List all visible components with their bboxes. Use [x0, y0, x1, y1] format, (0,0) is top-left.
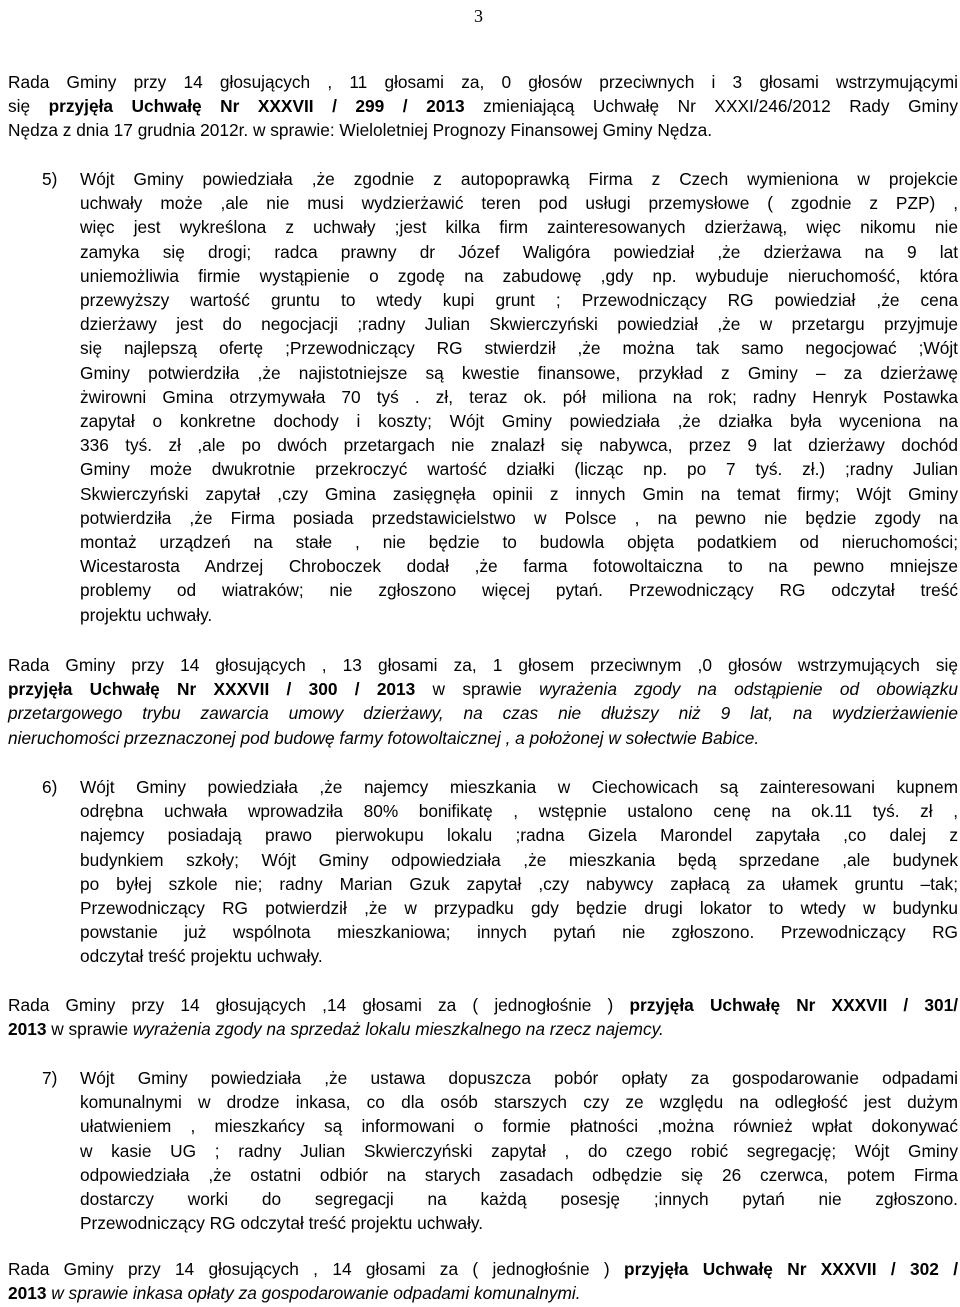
text-line: więc jest wykreślona z uchwały ;jest kilka firm zainteresowanych dzierżawą, więc nikomu nie [80, 217, 958, 238]
text-line: 2013 w sprawie wyrażenia zgody na sprzedaż lokalu mieszkalnego na rzecz najemcy. [8, 1019, 664, 1040]
text-line: odczytał treść projektu uchwały. [80, 946, 323, 967]
agenda-item-5 [42, 167, 958, 627]
resolution-number: przyjęła Uchwałę Nr XXXVII / 300 / 2013 [8, 679, 416, 700]
text-line: Nędza z dnia 17 grudnia 2012r. w sprawie: Wieloletniej Prognozy Finansowej Gminy Nędza. [8, 120, 713, 141]
text-line: Rada Gminy przy 14 głosujących , 11 głosami za, 0 głosów przeciwnych i 3 głosami wstrzymującymi [8, 72, 958, 92]
text-line: Gminy potwierdziła ,że najistotniejsze są kwestie finansowe, przykład z Gminy – za dzierżawę [80, 362, 958, 383]
agenda-item-7 [42, 1066, 958, 1235]
text-line: Rada Gminy przy 14 głosujących , 13 głosami za, 1 głosem przeciwnym ,0 głosów wstrzymujących się [8, 655, 958, 675]
item-number: 6) [42, 777, 58, 797]
vote-paragraph-3 [8, 993, 958, 1041]
text-line: przewyższy wartość gruntu to wtedy kupi grunt ; Przewodniczący RG powiedział ,że cena [80, 290, 958, 311]
text-line: Przewodniczący RG odczytał treść projektu uchwały. [80, 1213, 484, 1234]
text-line: budynkiem szkoły; Wójt Gminy odpowiedziała ,że mieszkania będą sprzedane ,ale budynek [80, 849, 958, 870]
text-line: komunalnymi w drodze inkasa, co dla osób starszych czy ze względu na odległość jest dużym [80, 1092, 958, 1113]
text-line: Wójt Gminy powiedziała ,że zgodnie z autopoprawką Firma z Czech wymieniona w projekcie [80, 169, 958, 189]
text-line: Rada Gminy przy 14 głosujących , 14 głosami za ( jednogłośnie ) przyjęła Uchwałę Nr XXXVII / 302 / [8, 1259, 958, 1279]
text-line: przyjęła Uchwałę Nr XXXVII / 300 / 2013 w sprawie wyrażenia zgody na odstąpienie od obowiązku [8, 679, 958, 700]
text-line: dostarczy worki do segregacji na każdą posesję ;innych pytań nie zgłoszono. [80, 1189, 958, 1210]
text-line: Wójt Gminy powiedziała ,że najemcy mieszkania w Ciechowicach są zainteresowani kupnem [80, 777, 958, 797]
text-line: montaż urządzeń na stałe , nie będzie to budowla objęta podatkiem od nieruchomości; [80, 532, 958, 553]
resolution-number: przyjęła Uchwałę Nr XXXVII / 302 / [624, 1259, 958, 1279]
text-line: żwirowni Gmina otrzymywała 70 tyś . zł, teraz ok. pół miliona na rok; radny Henryk Postawka [80, 386, 958, 407]
text-line: odpowiedziała ,że ostatni odbiór na starych zasadach odbędzie się 26 czerwca, potem Firma [80, 1164, 958, 1185]
item-number: 5) [42, 169, 58, 189]
text-line: Rada Gminy przy 14 głosujących ,14 głosami za ( jednogłośnie ) przyjęła Uchwałę Nr XXXVII / 301/ [8, 995, 959, 1015]
resolution-number: przyjęła Uchwałę Nr XXXVII / 301/ [629, 995, 959, 1015]
text-line: nieruchomości przeznaczonej pod budowę farmy fotowoltaicznej , a położonej w sołectwie Babice. [8, 727, 760, 748]
text-line: Skwierczyński zapytał ,czy Gmina zasięgnęła opinii z innych Gmin na temat firmy; Wójt Gminy [80, 483, 958, 504]
text-line: uniemożliwia firmie wystąpienie o zgodę na zabudowę ,gdy np. wybuduje nieruchomość, która [80, 265, 958, 286]
text-line: Wicestarosta Andrzej Chroboczek dodał ,że farma fotowoltaiczna to na pewno mniejsze [80, 556, 958, 577]
agenda-item-6 [42, 775, 958, 969]
text-line: dzierżawy jest do negocjacji ;radny Julian Skwierczyński powiedział ,że w przetargu przyjmuje [80, 314, 958, 335]
vote-paragraph-2 [8, 653, 958, 750]
text-line: ułatwieniem , mieszkańcy są informowani o formie płatności ,można również wpłat dokonywać [80, 1116, 958, 1137]
text-line: po byłej szkole nie; radny Marian Gzuk zapytał ,czy nabywcy zapłacą za ułamek gruntu –tak; [80, 873, 958, 894]
text-line: przetargowego trybu zawarcia umowy dzierżawy, na czas nie dłuższy niż 9 lat, na wydzierżawienie [8, 703, 958, 724]
text-line: odrębna uchwała wprowadziła 80% bonifikatę , wstępnie ustalono cenę na ok.11 tyś. zł , [80, 801, 958, 822]
text-line: zamyka się drogi; radca prawny dr Józef Waligóra powiedział ,że dzierżawa na 9 lat [80, 241, 958, 262]
text-line: Przewodniczący RG potwierdził ,że w przypadku gdy będzie drugi lokator to wtedy w budynku [80, 898, 958, 919]
text-line: najemcy posiadają prawo pierwokupu lokalu ;radna Gizela Marondel zapytała ,co dalej z [80, 825, 958, 846]
vote-paragraph-4 [8, 1257, 958, 1305]
vote-paragraph-1 [8, 70, 958, 143]
item-body [80, 167, 958, 627]
text-line: się przyjęła Uchwałę Nr XXXVII / 299 / 2013 zmieniającą Uchwałę Nr XXXI/246/2012 Rady Gminy [8, 96, 958, 117]
text-line: Gminy może dwukrotnie przekroczyć wartość działki (licząc np. po 7 tyś. zł.) ;radny Julian [80, 459, 958, 480]
item-number: 7) [42, 1068, 58, 1088]
text-line: powstanie już wspólnota mieszkaniowa; innych pytań nie zgłoszono. Przewodniczący RG [80, 922, 958, 943]
text-line: 2013 w sprawie inkasa opłaty za gospodarowanie odpadami komunalnymi. [8, 1283, 581, 1304]
text-line: zapytał o konkretne dochody i koszty; Wójt Gminy powiedziała ,że działka była wyceniona na [80, 411, 958, 432]
text-line: problemy od wiatraków; nie zgłoszono więcej pytań. Przewodniczący RG odczytał treść [80, 580, 958, 601]
text-line: uchwały może ,ale nie musi wydzierżawić teren pod usługi przemysłowe ( zgodnie z PZP) , [80, 193, 958, 214]
text-line: Wójt Gminy powiedziała ,że ustawa dopuszcza pobór opłaty za gospodarowanie odpadami [80, 1068, 958, 1088]
text-line: potwierdziła ,że Firma posiada przedstawicielstwo w Polsce , na pewno nie będzie zgody na [80, 507, 958, 528]
item-body [80, 1066, 958, 1235]
text-line: w kasie UG ; radny Julian Skwierczyński zapytał , do czego robić segregację; Wójt Gminy [80, 1140, 958, 1161]
text-line: 336 tyś. zł ,ale po dwóch przetargach nie znalazł się nabywca, przez 9 lat dzierżawy dochód [80, 435, 958, 456]
text-line: się najlepszą ofertę ;Przewodniczący RG stwierdził ,że można tak samo negocjować ;Wójt [80, 338, 958, 359]
page-number: 3 [474, 6, 483, 26]
item-body [80, 775, 958, 969]
text-line: projektu uchwały. [80, 604, 213, 625]
resolution-number: przyjęła Uchwałę Nr XXXVII / 299 / 2013 [48, 96, 465, 117]
